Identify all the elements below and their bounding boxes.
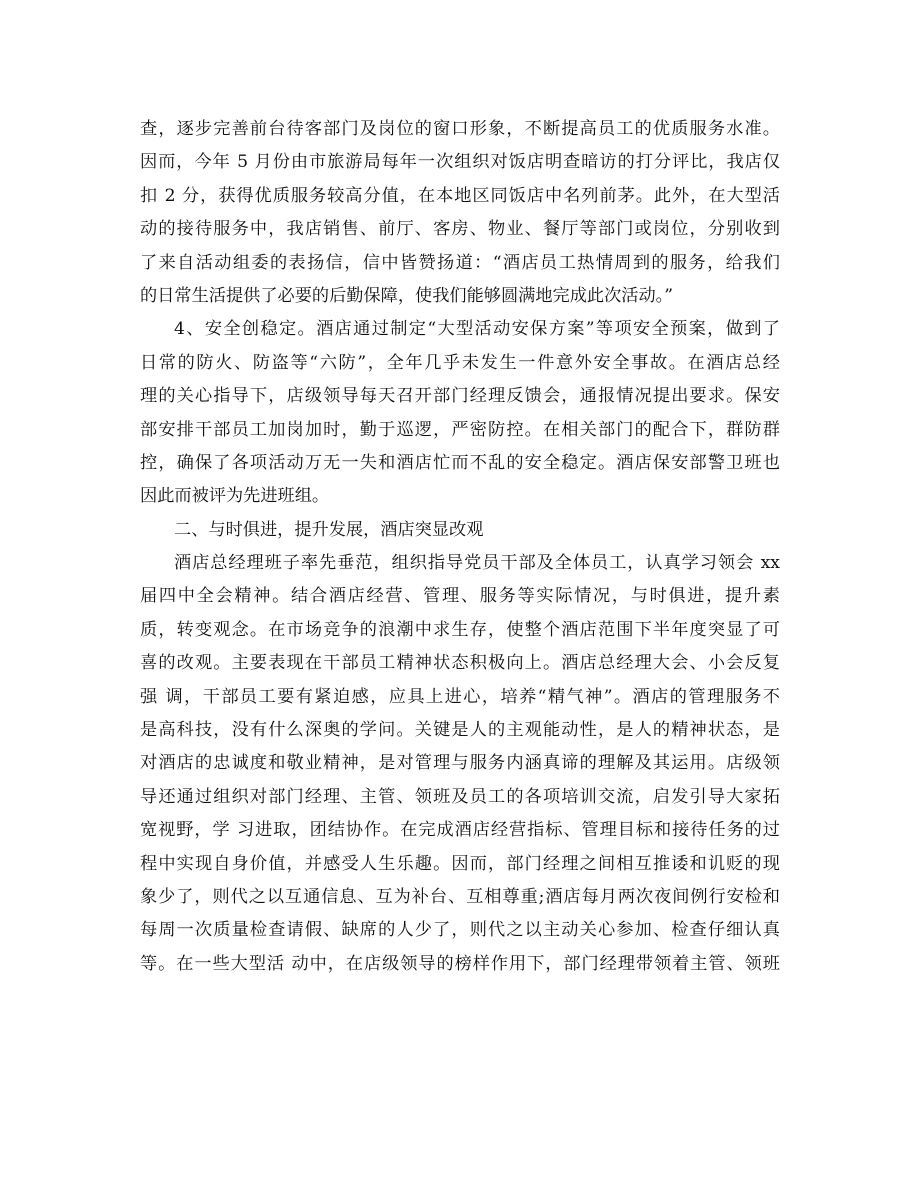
- text-line: 程中实现自身价值，并感受人生乐趣。因而，部门经理之间相互推诿和讥贬的现: [140, 853, 780, 874]
- text-line: 象少了，则代之以互通信息、互为补台、互相尊重;酒店每月两次夜间例行安检和: [140, 886, 780, 907]
- text-line: 对酒店的忠诚度和敬业精神，是对管理与服务内涵真谛的理解及其运用。店级领: [140, 753, 780, 774]
- text-line: 因而，今年 5 月份由市旅游局每年一次组织对饭店明查暗访的打分评比，我店仅: [140, 152, 780, 173]
- document-body: [140, 113, 780, 981]
- text-line: 酒店总经理班子率先垂范，组织指导党员干部及全体员工，认真学习领会 xx: [174, 553, 780, 574]
- text-line: 喜的改观。主要表现在干部员工精神状态积极向上。酒店总经理大会、小会反复: [140, 653, 780, 674]
- text-line: 日常的防火、防盗等“六防”，全年几乎未发生一件意外安全事故。在酒店总经: [140, 352, 780, 373]
- text-line: 等。在一些大型活 动中，在店级领导的榜样作用下，部门经理带领着主管、领班: [140, 953, 780, 974]
- text-line: 理的关心指导下，店级领导每天召开部门经理反馈会，通报情况提出要求。保安: [140, 386, 780, 407]
- text-line: 每周一次质量检查请假、缺席的人少了，则代之以主动关心参加、检查仔细认真: [140, 920, 780, 941]
- text-line: 宽视野，学 习进取，团结协作。在完成酒店经营指标、管理目标和接待任务的过: [140, 820, 780, 841]
- text-line: 因此而被评为先进班组。: [140, 486, 330, 507]
- text-line: 的日常生活提供了必要的后勤保障，使我们能够圆满地完成此次活动。”: [140, 285, 674, 306]
- text-line: 是高科技，没有什么深奥的学问。关键是人的主观能动性，是人的精神状态，是: [140, 720, 780, 741]
- text-line: 了来自活动组委的表扬信，信中皆赞扬道：“酒店员工热情周到的服务，给我们: [140, 252, 780, 273]
- text-line: 强 调，干部员工要有紧迫感，应具上进心，培养“精气神”。酒店的管理服务不: [140, 686, 780, 707]
- text-line: 届四中全会精神。结合酒店经营、管理、服务等实际情况，与时俱进，提升素: [140, 586, 780, 607]
- text-line: 控，确保了各项活动万无一失和酒店忙而不乱的安全稳定。酒店保安部警卫班也: [140, 452, 780, 473]
- text-line: 查，逐步完善前台待客部门及岗位的窗口形象，不断提高员工的优质服务水准。: [140, 119, 780, 139]
- section-heading: 二、与时俱进，提升发展，酒店突显改观: [174, 519, 484, 540]
- text-line: 4、安全创稳定。酒店通过制定“大型活动安保方案”等项安全预案，做到了: [174, 319, 780, 340]
- text-line: 扣 2 分，获得优质服务较高分值，在本地区同饭店中名列前茅。此外，在大型活: [140, 185, 780, 206]
- text-line: 质，转变观念。在市场竞争的浪潮中求生存，使整个酒店范围下半年度突显了可: [140, 619, 780, 640]
- text-line: 导还通过组织对部门经理、主管、领班及员工的各项培训交流，启发引导大家拓: [140, 786, 780, 807]
- text-line: 部安排干部员工加岗加时，勤于巡逻，严密防控。在相关部门的配合下，群防群: [140, 419, 780, 440]
- text-line: 动的接待服务中，我店销售、前厅、客房、物业、餐厅等部门或岗位，分别收到: [140, 219, 780, 240]
